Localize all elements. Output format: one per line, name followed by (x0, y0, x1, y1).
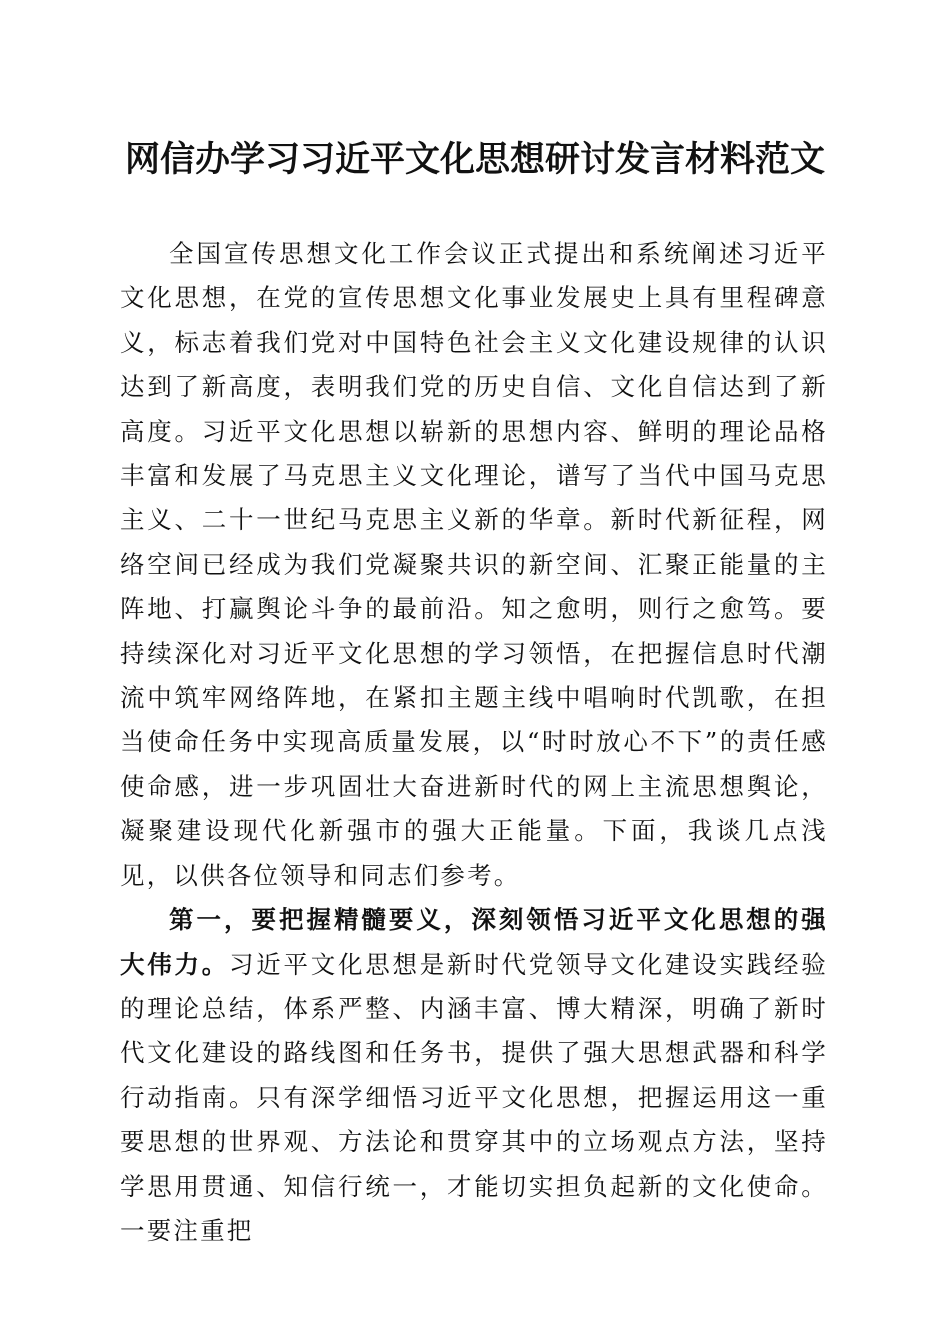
paragraph-intro: 全国宣传思想文化工作会议正式提出和系统阐述习近平文化思想，在党的宣传思想文化事业发展史上具有里程碑意义，标志着我们党对中国特色社会主义文化建设规律的认识达到了新高度，表明我们党的历史自信、文化自信达到了新高度。习近平文化思想以崭新的思想内容、鲜明的理论品格丰富和发展了马克思主义文化理论，谱写了当代中国马克思主义、二十一世纪马克思主义新的华章。新时代新征程，网络空间已经成为我们党凝聚共识的新空间、汇聚正能量的主阵地、打赢舆论斗争的最前沿。知之愈明，则行之愈笃。要持续深化对习近平文化思想的学习领悟，在把握信息时代潮流中筑牢网络阵地，在紧扣主题主线中唱响时代凯歌，在担当使命任务中实现高质量发展，以“时时放心不下”的责任感使命感，进一步巩固壮大奋进新时代的网上主流思想舆论，凝聚建设现代化新强市的强大正能量。下面，我谈几点浅见，以供各位领导和同志们参考。 (120, 239, 828, 890)
paragraph-first-point-heading: 第一，要把握精髓要义，深刻领悟习近平文化思想的强大伟力。 (120, 905, 828, 979)
paragraph-first-point-text: 习近平文化思想是新时代党领导文化建设实践经验的理论总结，体系严整、内涵丰富、博大精深，明确了新时代文化建设的路线图和任务书，提供了强大思想武器和科学行动指南。只有深学细悟习近平文化思想，把握运用这一重要思想的世界观、方法论和贯穿其中的立场观点方法，坚持学思用贯通、知信行统一，才能切实担负起新的文化使命。一要注重把 (120, 949, 828, 1245)
paragraph-first-point (120, 898, 828, 1253)
document-body (120, 232, 828, 1253)
document-title: 网信办学习习近平文化思想研讨发言材料范文 (124, 139, 825, 180)
